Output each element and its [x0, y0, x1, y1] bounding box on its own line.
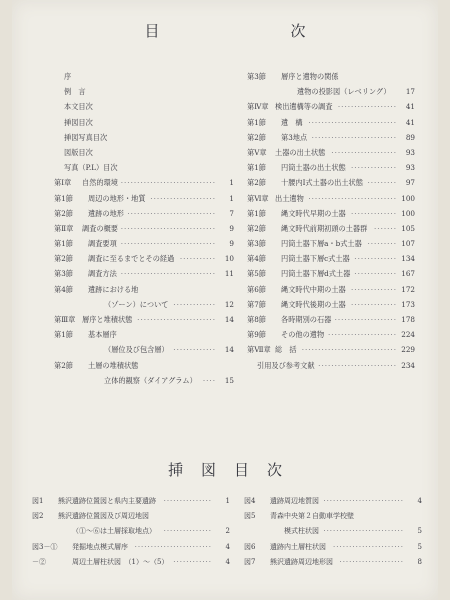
figure-list-entry [32, 554, 230, 569]
page-number: 1 [225, 497, 230, 505]
figure-right-column [244, 493, 422, 569]
page-number: 2 [225, 527, 230, 536]
toc-entry [54, 297, 234, 312]
figure-list-entry [244, 554, 422, 569]
toc-entry [247, 327, 415, 342]
entry-label: 第4節 [247, 254, 266, 264]
page-number: 1 [229, 193, 234, 203]
page-number: 14 [224, 315, 234, 324]
entry-text: 自然的環境 [82, 178, 118, 188]
toc-entry [247, 115, 415, 130]
toc-entry [247, 312, 415, 327]
entry-text: 図版目次 [64, 147, 93, 157]
entry-text: 土器の出土状態 [275, 147, 326, 157]
entry-text: 第3地点 [281, 132, 308, 142]
page-number: 12 [224, 299, 234, 309]
page-number: 8 [417, 557, 422, 566]
toc-entry [54, 373, 234, 388]
toc-entry [247, 175, 415, 190]
toc-entry [247, 251, 415, 266]
leader-dots: ···· [202, 375, 216, 385]
leader-dots: ·················· [337, 102, 397, 112]
figure-list-entry [32, 539, 230, 554]
page-number: 1 [229, 178, 234, 188]
page-number: 41 [405, 117, 415, 127]
entry-text: 挿図写真目次 [64, 132, 108, 142]
leader-dots: ·············· [351, 299, 397, 309]
entry-label: 第Ⅲ章 [54, 315, 76, 324]
leader-dots: ····························· [120, 239, 216, 249]
toc-entry [247, 282, 415, 297]
figure-list-title: 挿図目次 [167, 461, 300, 479]
entry-text: その他の遺物 [281, 330, 325, 340]
entry-label: 第Ⅳ章 [247, 102, 269, 112]
leader-dots: ··························· [127, 208, 216, 218]
entry-text: 遺 構 [281, 117, 303, 127]
toc-entry [54, 84, 234, 99]
page-number: 107 [401, 239, 415, 249]
entry-text: 円筒土器下層d式土器 [281, 269, 351, 279]
entry-label: 第2節 [54, 208, 73, 218]
entry-text: 引用及び参考文献 [257, 360, 315, 370]
entry-text: 立体的観察（ダイアグラム） [104, 375, 197, 385]
toc-entry [247, 342, 415, 357]
leader-dots: ········· [367, 178, 397, 188]
entry-text: 熊沢遺跡位置図と県内主要遺跡 [58, 497, 156, 505]
leader-dots: ······················ [333, 542, 404, 551]
page-number: 224 [401, 330, 415, 340]
page-number: 4 [225, 557, 230, 566]
figure-list-entry [32, 493, 230, 508]
leader-dots: ························ [137, 315, 216, 324]
page-number: 178 [401, 315, 415, 324]
toc-entry [247, 221, 415, 236]
page-number: 105 [401, 223, 415, 233]
entry-text: 十腰内Ⅰ式土器の出土状態 [281, 178, 363, 188]
entry-label: 第2節 [54, 254, 73, 264]
toc-entry [247, 69, 415, 84]
entry-label: 第2節 [54, 360, 73, 370]
toc-entry [54, 221, 234, 236]
leader-dots: ························· [323, 497, 404, 505]
toc-entry [247, 191, 415, 206]
figure-list-entry [244, 539, 422, 554]
leader-dots: ··············· [163, 527, 212, 536]
entry-text: 調査要項 [88, 239, 117, 249]
toc-entry [54, 115, 234, 130]
page-number: 93 [405, 163, 415, 173]
leader-dots: ·············· [351, 163, 397, 173]
entry-text: 出土遺物 [275, 193, 304, 203]
page-number: 234 [401, 360, 415, 370]
page-number: 17 [405, 87, 415, 97]
leader-dots: ························· [323, 527, 404, 536]
leader-dots: ·························· [311, 132, 397, 142]
entry-text: 遺跡の地形 [88, 208, 124, 218]
page-number: 134 [401, 254, 415, 264]
toc-entry [247, 206, 415, 221]
entry-label: 第Ⅱ章 [54, 223, 74, 233]
leader-dots: ············· [354, 269, 397, 279]
entry-label: 第3節 [247, 72, 266, 81]
leader-dots: ····························· [120, 223, 216, 233]
page-number: 10 [224, 254, 234, 264]
entry-text: 調査方法 [88, 269, 117, 279]
entry-label: 図2 [32, 512, 44, 521]
leader-dots: ············· [354, 254, 397, 264]
toc-entry [247, 358, 415, 373]
page-number: 89 [405, 132, 415, 142]
page-number: 172 [401, 284, 415, 294]
entry-text: （層位及び包含層） [104, 345, 169, 355]
entry-label: 図6 [244, 542, 256, 551]
leader-dots: ············· [173, 299, 216, 309]
entry-label: 第8節 [247, 315, 266, 324]
entry-text: 熊沢遺跡周辺地形図 [270, 557, 333, 566]
entry-label: 第Ⅵ章 [247, 193, 269, 203]
toc-entry [247, 84, 415, 99]
entry-text: 調査に至るまでとその経過 [88, 254, 175, 264]
page-number: 9 [229, 223, 234, 233]
figure-list-entry [244, 508, 422, 523]
entry-text: 序 [64, 72, 72, 81]
page-number: 100 [401, 208, 415, 218]
entry-label: 第4節 [54, 284, 73, 294]
figure-list-entry [32, 523, 230, 538]
entry-label: 第1節 [54, 193, 73, 203]
leader-dots: ························ [318, 360, 397, 370]
figure-left-column [32, 493, 230, 569]
toc-entry [247, 130, 415, 145]
entry-text: 総 括 [275, 345, 297, 355]
entry-label: 第2節 [247, 132, 266, 142]
leader-dots: ············ [173, 557, 212, 566]
toc-entry [54, 145, 234, 160]
entry-text: 円筒土器の出土状態 [281, 163, 346, 173]
page-number: 41 [405, 102, 415, 112]
entry-text: 周辺土層柱状図 （1）～（5） [72, 557, 169, 566]
entry-text: 写真（P.L）目次 [64, 163, 118, 173]
entry-text: 挿図目次 [64, 117, 93, 127]
leader-dots: ··············· [163, 497, 212, 505]
figure-list-entry [244, 493, 422, 508]
page-number: 7 [229, 208, 234, 218]
entry-text: （ゾーン）について [104, 299, 169, 309]
entry-label: 第5節 [247, 269, 266, 279]
leader-dots: ·············· [351, 284, 397, 294]
entry-text: 検出遺構等の調査 [275, 102, 333, 112]
entry-text: 遺跡における地 [88, 284, 139, 294]
page-number: 93 [405, 147, 415, 157]
toc-entry [54, 175, 234, 190]
entry-text: 各時期別の石器 [281, 315, 332, 324]
entry-label: 第7節 [247, 299, 266, 309]
entry-text: 縄文時代早期の土器 [281, 208, 346, 218]
entry-label: 第3節 [247, 239, 266, 249]
entry-label: 図3－① [32, 542, 58, 551]
figure-list-entry [32, 508, 230, 523]
page-number: 14 [224, 345, 234, 355]
entry-text: 円筒土器下層a・b式土器 [281, 239, 362, 249]
entry-label: 図1 [32, 497, 44, 505]
entry-text: （①～⑥は土層採取地点） [72, 527, 156, 536]
leader-dots: ········· [367, 239, 397, 249]
leader-dots: ····························· [120, 178, 216, 188]
entry-label: 第1節 [247, 208, 266, 218]
entry-text: 縄文時代後期の土器 [281, 299, 346, 309]
toc-entry [54, 130, 234, 145]
toc-entry [54, 99, 234, 114]
leader-dots: ··························· [308, 193, 397, 203]
page-number: 4 [417, 497, 422, 505]
entry-text: 発掘地点模式層序 [72, 542, 128, 551]
entry-label: 第Ⅴ章 [247, 147, 267, 157]
page-number: 9 [229, 239, 234, 249]
entry-text: 遺跡内土層柱状図 [270, 542, 326, 551]
toc-title: 目 次 [144, 22, 364, 40]
entry-label: 第Ⅶ章 [247, 345, 271, 355]
entry-text: 基本層序 [88, 330, 117, 340]
entry-text: 青森中央第２自動車学校壁 [270, 512, 354, 521]
leader-dots: ····························· [301, 345, 397, 355]
entry-label: 図7 [244, 557, 256, 566]
toc-entry [54, 358, 234, 373]
figure-list-entry [244, 523, 422, 538]
page-number: 5 [417, 542, 422, 551]
leader-dots: ····················· [328, 330, 397, 340]
page-number: 173 [401, 299, 415, 309]
entry-text: 熊沢遺跡位置図及び周辺地図 [58, 512, 149, 521]
toc-entry [247, 236, 415, 251]
toc-entry [54, 282, 234, 297]
leader-dots: ············· [173, 345, 216, 355]
page-number: 15 [224, 375, 234, 385]
toc-entry [54, 160, 234, 175]
toc-entry [54, 266, 234, 281]
toc-entry [247, 160, 415, 175]
leader-dots: ··························· [308, 117, 397, 127]
entry-label: 第1節 [247, 163, 266, 173]
entry-text: 土層の堆積状態 [88, 360, 139, 370]
page-number: 167 [401, 269, 415, 279]
entry-label: 第1節 [54, 239, 73, 249]
document-page [12, 0, 438, 600]
toc-entry [54, 312, 234, 327]
toc-right-column [247, 69, 415, 373]
entry-label: 第2節 [247, 178, 266, 188]
toc-entry [54, 191, 234, 206]
entry-text: 遺跡周辺地質図 [270, 497, 319, 505]
toc-entry [54, 206, 234, 221]
entry-label: 図4 [244, 497, 256, 505]
entry-text: 本文目次 [64, 102, 93, 112]
entry-text: 模式柱状図 [284, 527, 319, 536]
entry-label: 第1節 [247, 117, 266, 127]
leader-dots: ···················· [331, 147, 397, 157]
leader-dots: ·············· [351, 208, 397, 218]
toc-entry [54, 251, 234, 266]
leader-dots: ····························· [120, 269, 216, 279]
page-number: 100 [401, 193, 415, 203]
toc-entry [247, 145, 415, 160]
leader-dots: ···················· [339, 557, 404, 566]
entry-label: 第6節 [247, 284, 266, 294]
entry-text: 縄文時代前期初頭の土器群 [281, 223, 368, 233]
toc-entry [247, 99, 415, 114]
entry-label: 第3節 [54, 269, 73, 279]
leader-dots: ··········· [179, 254, 216, 264]
page-number: 229 [401, 345, 415, 355]
page-number: 5 [417, 527, 422, 536]
entry-text: 例 言 [64, 87, 86, 97]
toc-entry [247, 266, 415, 281]
entry-text: 調査の概要 [82, 223, 118, 233]
entry-label: 図5 [244, 512, 256, 521]
entry-label: 第2節 [247, 223, 266, 233]
entry-text: 層序と遺物の関係 [281, 72, 339, 81]
entry-label: 第Ⅰ章 [54, 178, 72, 188]
page-number: 11 [224, 269, 234, 279]
entry-label: 第1節 [54, 330, 73, 340]
entry-label: 第9節 [247, 330, 266, 340]
page-number: 97 [405, 178, 415, 188]
leader-dots: ························ [134, 542, 212, 551]
toc-entry [54, 327, 234, 342]
toc-entry [54, 342, 234, 357]
leader-dots: ··················· [334, 315, 397, 324]
entry-label: －② [32, 557, 46, 566]
entry-text: 層序と堆積状態 [82, 315, 133, 324]
entry-text: 遺物の投影図（レベリング） [297, 87, 391, 97]
toc-entry [54, 236, 234, 251]
leader-dots: ······· [374, 223, 397, 233]
entry-text: 円筒土器下層c式土器 [281, 254, 350, 264]
toc-left-column [54, 69, 234, 388]
leader-dots: ···················· [150, 193, 216, 203]
entry-text: 周辺の地形・地質 [88, 193, 146, 203]
toc-entry [54, 69, 234, 84]
page-number: 4 [225, 542, 230, 551]
entry-text: 縄文時代中期の土器 [281, 284, 346, 294]
toc-entry [247, 297, 415, 312]
